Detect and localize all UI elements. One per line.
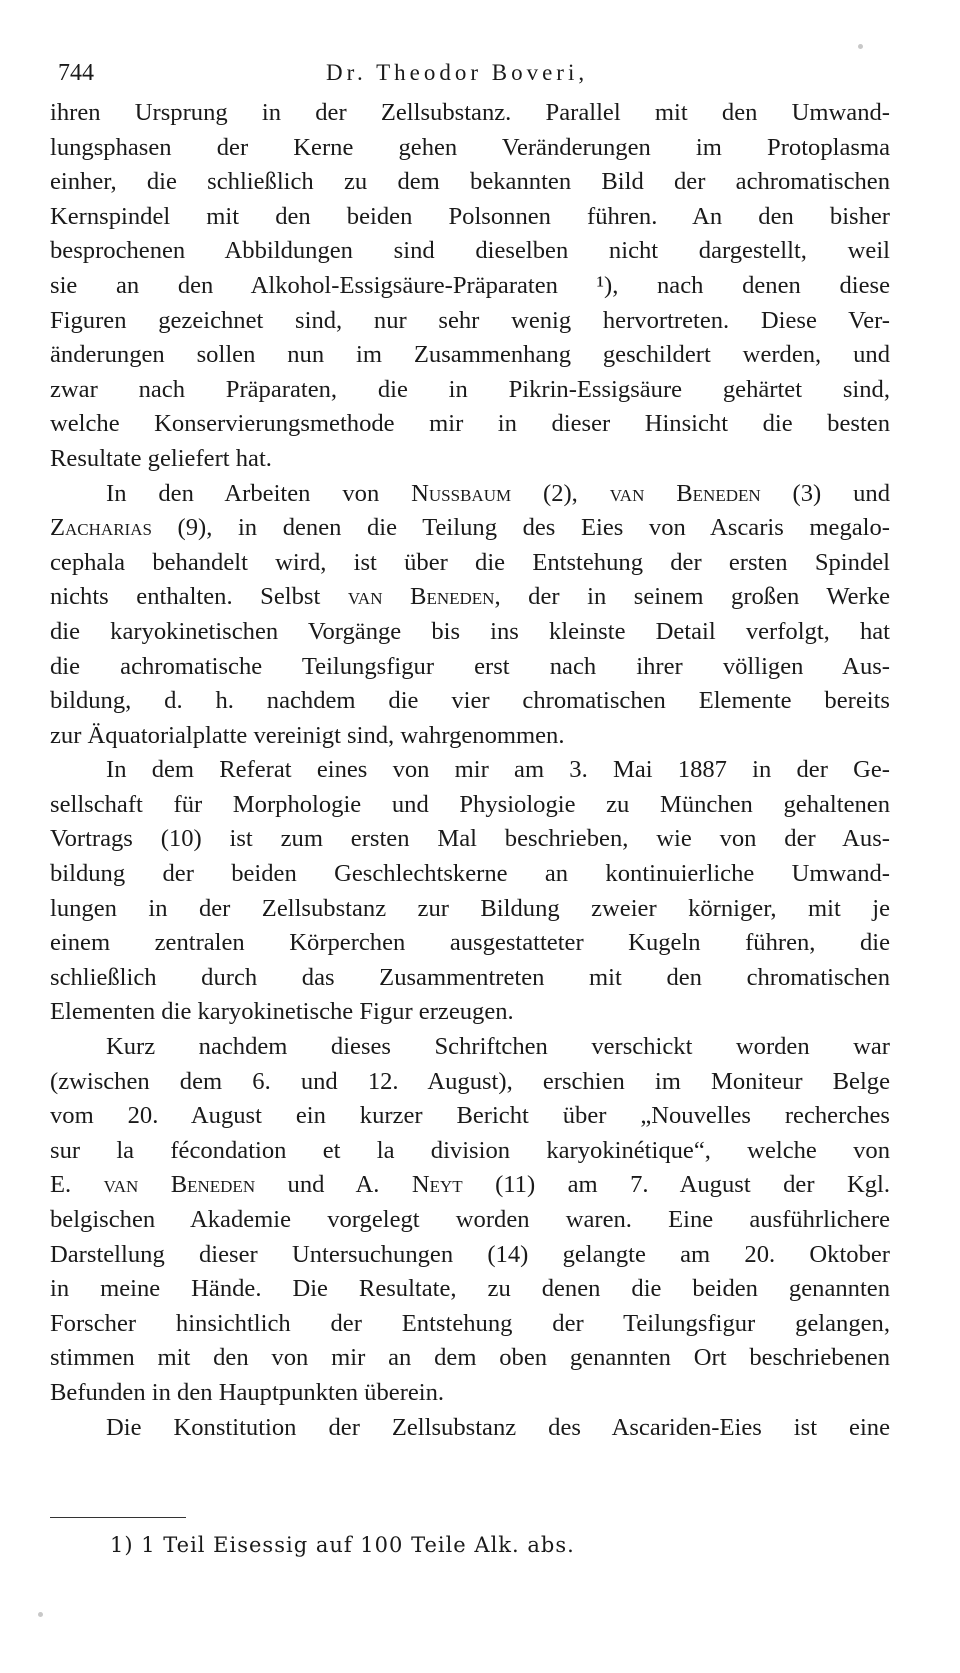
text-line: schließlich durch das Zusammentreten mit den chromatischen — [50, 963, 890, 991]
paragraph — [50, 96, 890, 477]
page — [50, 52, 890, 1445]
footnote: 1) 1 Teil Eisessig auf 100 Teile Alk. abs. — [110, 1533, 575, 1557]
text-line: cephala behandelt wird, ist über die Entstehung der ersten Spindel — [50, 548, 890, 576]
text-line: sur la fécondation et la division karyokinétique“, welche von — [50, 1136, 890, 1164]
running-head: Dr. Theodor Boveri, — [326, 60, 589, 85]
text-line: Kurz nachdem dieses Schriftchen verschickt worden war — [106, 1033, 890, 1061]
text-line: nichts enthalten. Selbst van Beneden, der in seinem großen Werke — [50, 583, 890, 611]
paragraph — [50, 477, 890, 754]
text-line: die achromatische Teilungsfigur erst nach ihrer völligen Aus- — [50, 652, 890, 680]
paragraph — [50, 1411, 890, 1446]
paper-speck — [858, 44, 863, 49]
text-line: Kernspindel mit den beiden Polsonnen führen. An den bisher — [50, 202, 890, 230]
paragraph — [50, 1030, 890, 1411]
page-header — [50, 52, 890, 92]
text-line: zwar nach Präparaten, die in Pikrin-Essigsäure gehärtet sind, — [50, 375, 890, 403]
text-line: die karyokinetischen Vorgänge bis ins kleinste Detail verfolgt, hat — [50, 617, 890, 645]
text-line: In dem Referat eines von mir am 3. Mai 1887 in der Ge- — [106, 756, 890, 784]
text-line: sie an den Alkohol-Essigsäure-Präparaten ¹), nach denen diese — [50, 271, 890, 299]
author-name: van Beneden — [103, 1171, 256, 1199]
text-line: einher, die schließlich zu dem bekannten Bild der achromatischen — [50, 168, 890, 196]
text-line: sellschaft für Morphologie und Physiologie zu München gehaltenen — [50, 790, 890, 818]
text-line: lungen in der Zellsubstanz zur Bildung zweier körniger, mit je — [50, 894, 890, 922]
author-name: van Beneden — [347, 583, 495, 611]
author-name: van Beneden — [609, 479, 761, 507]
author-name: Neyt — [411, 1171, 463, 1199]
text-line: Die Konstitution der Zellsubstanz des Ascariden-Eies ist eine — [106, 1413, 890, 1441]
text-line: Vortrags (10) ist zum ersten Mal beschrieben, wie von der Aus- — [50, 825, 890, 853]
author-name: Zacharias — [50, 514, 152, 542]
text-line: Elementen die karyokinetische Figur erzeugen. — [50, 998, 514, 1026]
text-line: belgischen Akademie vorgelegt worden waren. Eine ausführlichere — [50, 1206, 890, 1233]
text-line: bildung der beiden Geschlechtskerne an kontinuierliche Umwand- — [50, 860, 890, 888]
text-line: lungsphasen der Kerne gehen Veränderungen im Protoplasma — [50, 133, 890, 161]
paragraph — [50, 753, 890, 1030]
footnote-rule — [50, 1517, 186, 1518]
text-line: besprochenen Abbildungen sind dieselben nicht dargestellt, weil — [50, 237, 890, 265]
text-line: in meine Hände. Die Resultate, zu denen die beiden genannten — [50, 1275, 890, 1303]
text-line: Forscher hinsichtlich der Entstehung der Teilungsfigur gelangen, — [50, 1309, 890, 1337]
text-line: ihren Ursprung in der Zellsubstanz. Parallel mit den Umwand- — [50, 99, 890, 126]
text-line: Darstellung dieser Untersuchungen (14) gelangte am 20. Oktober — [50, 1240, 890, 1268]
text-line: zur Äquatorialplatte vereinigt sind, wahrgenommen. — [50, 721, 565, 749]
text-line: welche Konservierungsmethode mir in dieser Hinsicht die besten — [50, 410, 890, 438]
text-line: einem zentralen Körperchen ausgestatteter Kugeln führen, die — [50, 929, 890, 957]
text-line: änderungen sollen nun im Zusammenhang geschildert werden, und — [50, 341, 890, 369]
body-text — [50, 96, 890, 1445]
text-line: In den Arbeiten von Nussbaum (2), van Beneden (3) und — [106, 479, 890, 507]
text-line: E. van Beneden und A. Neyt (11) am 7. August der Kgl. — [50, 1171, 890, 1199]
text-line: bildung, d. h. nachdem die vier chromatischen Elemente bereits — [50, 687, 890, 715]
text-line: Resultate geliefert hat. — [50, 444, 272, 472]
author-name: Nussbaum — [411, 479, 512, 507]
text-line: (zwischen dem 6. und 12. August), erschien im Moniteur Belge — [50, 1067, 890, 1095]
page-number: 744 — [58, 60, 94, 86]
text-line: Befunden in den Hauptpunkten überein. — [50, 1378, 445, 1406]
text-line: vom 20. August ein kurzer Bericht über „Nouvelles recherches — [50, 1102, 890, 1130]
text-line: Zacharias (9), in denen die Teilung des Eies von Ascaris megalo- — [50, 514, 890, 542]
paper-speck — [38, 1612, 43, 1617]
text-line: stimmen mit den von mir an dem oben genannten Ort beschriebenen — [50, 1344, 890, 1372]
text-line: Figuren gezeichnet sind, nur sehr wenig hervortreten. Diese Ver- — [50, 306, 890, 334]
